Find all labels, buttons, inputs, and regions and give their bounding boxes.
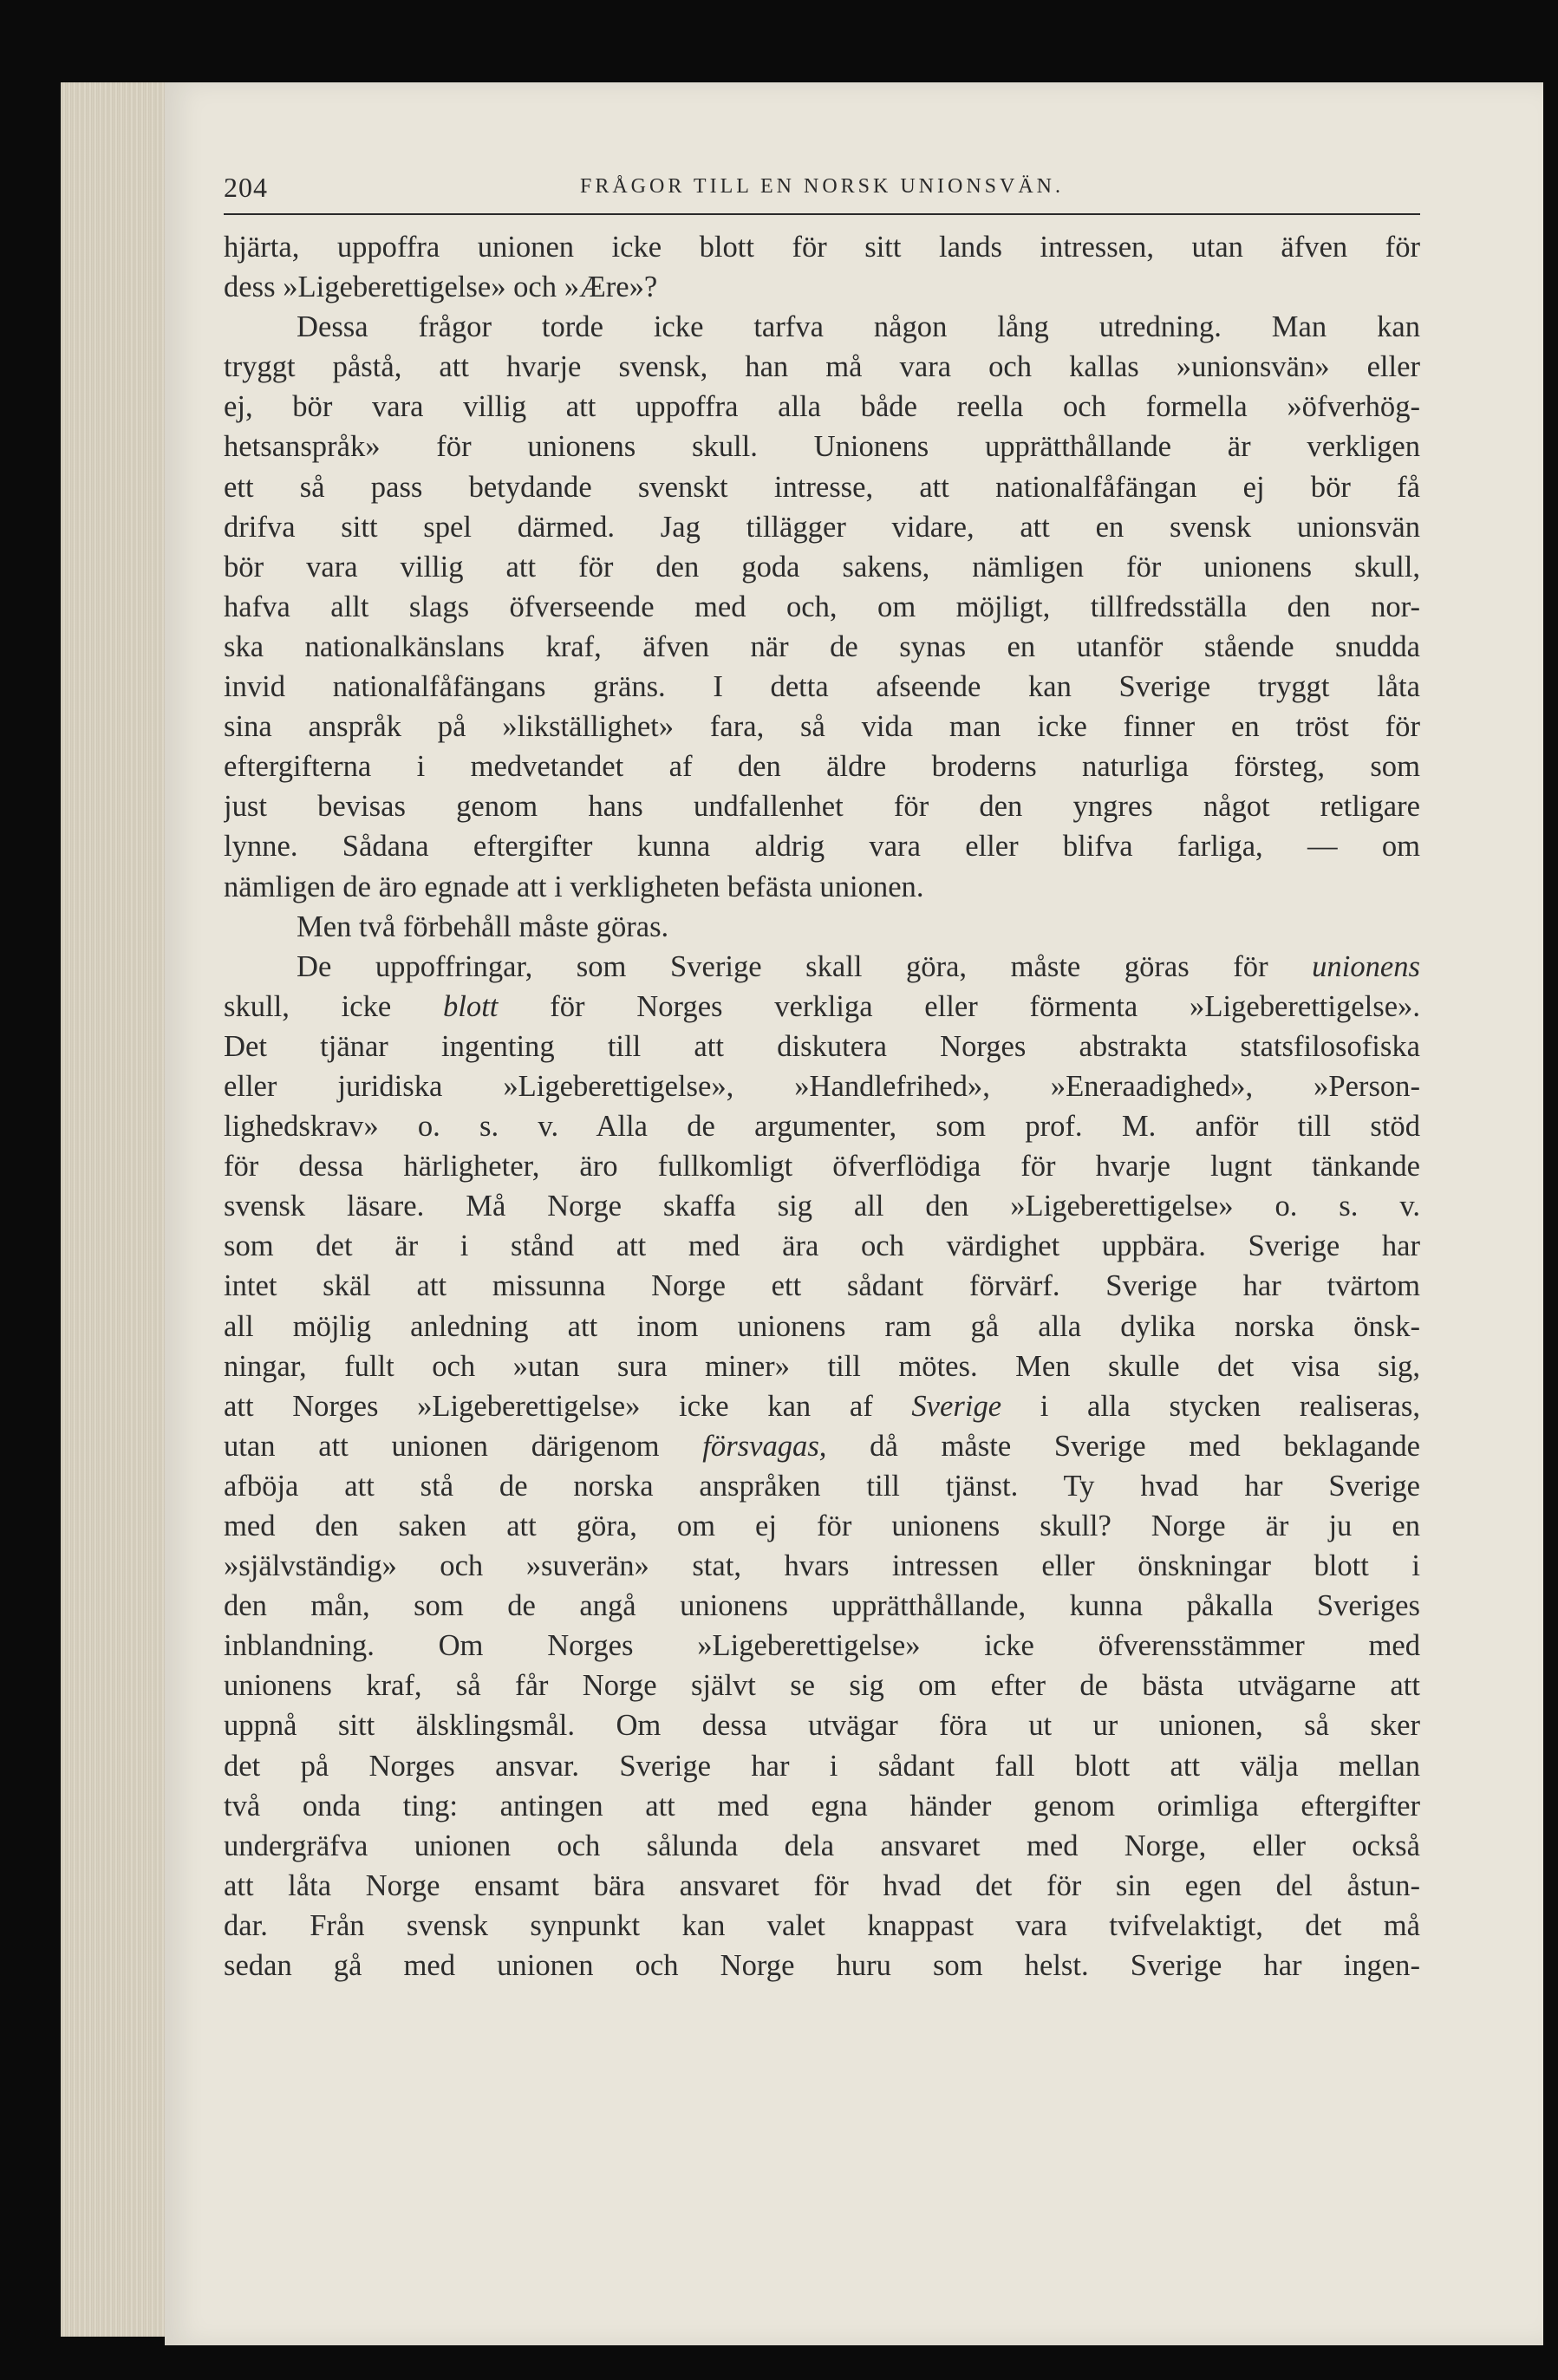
text-line: undergräfva unionen och sålunda dela ansvaret med Norge, eller också <box>224 1829 1420 1862</box>
text-line: ej, bör vara villig att uppoffra alla både reella och formella »öfverhög- <box>224 390 1420 424</box>
italic-word: försvagas, <box>702 1429 827 1463</box>
text-segment: skull, icke <box>224 989 392 1023</box>
text-line: hetsanspråk» för unionens skull. Unionens upprätthållande är verkligen <box>224 430 1420 464</box>
text-line <box>224 1426 1420 1466</box>
text-line: sina anspråk på »likställighet» fara, så vida man icke finner en tröst för <box>224 710 1420 744</box>
text-line: dar. Från svensk synpunkt kan valet knappast vara tvifvelaktigt, det må <box>224 1908 1420 1942</box>
text-line: »självständig» och »suverän» stat, hvars intressen eller önskningar blott i <box>224 1549 1420 1583</box>
text-segment: utan att unionen därigenom <box>224 1429 660 1463</box>
text-line: den mån, som de angå unionens upprätthållande, kunna påkalla Sveriges <box>224 1589 1420 1623</box>
text-line: hafva allt slags öfverseende med och, om möjligt, tillfredsställa den nor- <box>224 590 1420 623</box>
text-line: att låta Norge ensamt bära ansvaret för hvad det för sin egen del åstun- <box>224 1868 1420 1902</box>
text-line: Det tjänar ingenting till att diskutera Norges abstrakta statsfilosofiska <box>224 1029 1420 1063</box>
text-line: lighedskrav» o. s. v. Alla de argumenter, som prof. M. anför till stöd <box>224 1110 1420 1144</box>
text-line: unionens kraf, så får Norge självt se sig om efter de bästa utvägarne att <box>224 1669 1420 1703</box>
text-line: just bevisas genom hans undfallenhet för den yngres något retligare <box>224 790 1420 824</box>
text-line: som det är i stånd att med ära och värdighet uppbära. Sverige har <box>224 1229 1420 1263</box>
italic-word: blott <box>443 989 499 1023</box>
text-segment: De uppoffringar, som Sverige skall göra, måste göras för <box>297 949 1268 983</box>
text-line: dess »Ligeberettigelse» och »Ære»? <box>224 271 658 304</box>
book-page-edges <box>61 82 173 2337</box>
text-line: det på Norges ansvar. Sverige har i sådant fall blott att välja mellan <box>224 1749 1420 1783</box>
text-line <box>224 947 1420 987</box>
text-line: inblandning. Om Norges »Ligeberettigelse» icke öfverensstämmer med <box>224 1629 1420 1663</box>
text-line: med den saken att göra, om ej för unionens skull? Norge är ju en <box>224 1510 1420 1542</box>
text-line: två onda ting: antingen att med egna händer genom orimliga eftergifter <box>224 1789 1420 1822</box>
text-line: eller juridiska »Ligeberettigelse», »Handlefrihed», »Eneraadighed», »Person- <box>224 1069 1420 1103</box>
text-line <box>224 1986 1420 2025</box>
text-segment: att Norges »Ligeberettigelse» icke kan af <box>224 1389 873 1423</box>
text-line: drifva sitt spel därmed. Jag tillägger vidare, att en svensk unionsvän <box>224 510 1420 544</box>
text-line: för dessa härligheter, äro fullkomligt öfverflödiga för hvarje lugnt tänkande <box>224 1150 1420 1183</box>
page-number: 204 <box>224 172 268 203</box>
text-line <box>224 987 1420 1027</box>
text-line: lynne. Sådana eftergifter kunna aldrig vara eller blifva farliga, — om <box>224 830 1420 864</box>
text-segment: i alla stycken realiseras, <box>1040 1389 1420 1423</box>
text-line: tryggt påstå, att hvarje svensk, han må vara och kallas »unionsvän» eller <box>224 350 1420 384</box>
text-line: eftergifterna i medvetandet af den äldre broderns naturliga försteg, som <box>224 750 1420 784</box>
text-line: afböja att stå de norska anspråken till tjänst. Ty hvad har Sverige <box>224 1469 1420 1503</box>
text-line: ett så pass betydande svenskt intresse, att nationalfåfängan ej bör få <box>224 470 1420 504</box>
text-line: Men två förbehåll måste göras. <box>297 910 669 943</box>
italic-word: Sverige <box>911 1389 1002 1423</box>
text-line: uppnå sitt älsklingsmål. Om dessa utvägar föra ut ur unionen, så sker <box>224 1709 1420 1743</box>
text-line: ska nationalkänslans kraf, äfven när de synas en utanför stående snudda <box>224 629 1420 663</box>
text-body <box>224 227 1420 2025</box>
page-header <box>224 172 1420 215</box>
text-line: nämligen de äro egnade att i verkligheten befästa unionen. <box>224 870 924 903</box>
text-line: sedan gå med unionen och Norge huru som helst. Sverige har ingen- <box>224 1949 1420 1983</box>
text-line: invid nationalfåfängans gräns. I detta afseende kan Sverige tryggt låta <box>224 670 1420 704</box>
text-line: Dessa frågor torde icke tarfva någon lång utredning. Man kan <box>297 310 1420 344</box>
text-segment: då måste Sverige med beklagande <box>870 1429 1420 1463</box>
text-line: ningar, fullt och »utan sura miner» till mötes. Men skulle det visa sig, <box>224 1349 1420 1383</box>
text-line: all möjlig anledning att inom unionens ram gå alla dylika norska önsk- <box>224 1309 1420 1343</box>
running-title: FRÅGOR TILL EN NORSK UNIONSVÄN. <box>579 175 1064 198</box>
text-line: bör vara villig att för den goda sakens, nämligen för unionens skull, <box>224 550 1420 584</box>
text-line: intet skäl att missunna Norge ett sådant förvärf. Sverige har tvärtom <box>224 1269 1420 1303</box>
text-line: hjärta, uppoffra unionen icke blott för sitt lands intressen, utan äfven för <box>224 231 1420 264</box>
text-line: svensk läsare. Må Norge skaffa sig all den »Ligeberettigelse» o. s. v. <box>224 1190 1420 1223</box>
text-segment: för Norges verkliga eller förmenta »Ligeberettigelse». <box>550 989 1420 1023</box>
italic-word: unionens <box>1312 949 1420 983</box>
text-line <box>224 1386 1420 1426</box>
